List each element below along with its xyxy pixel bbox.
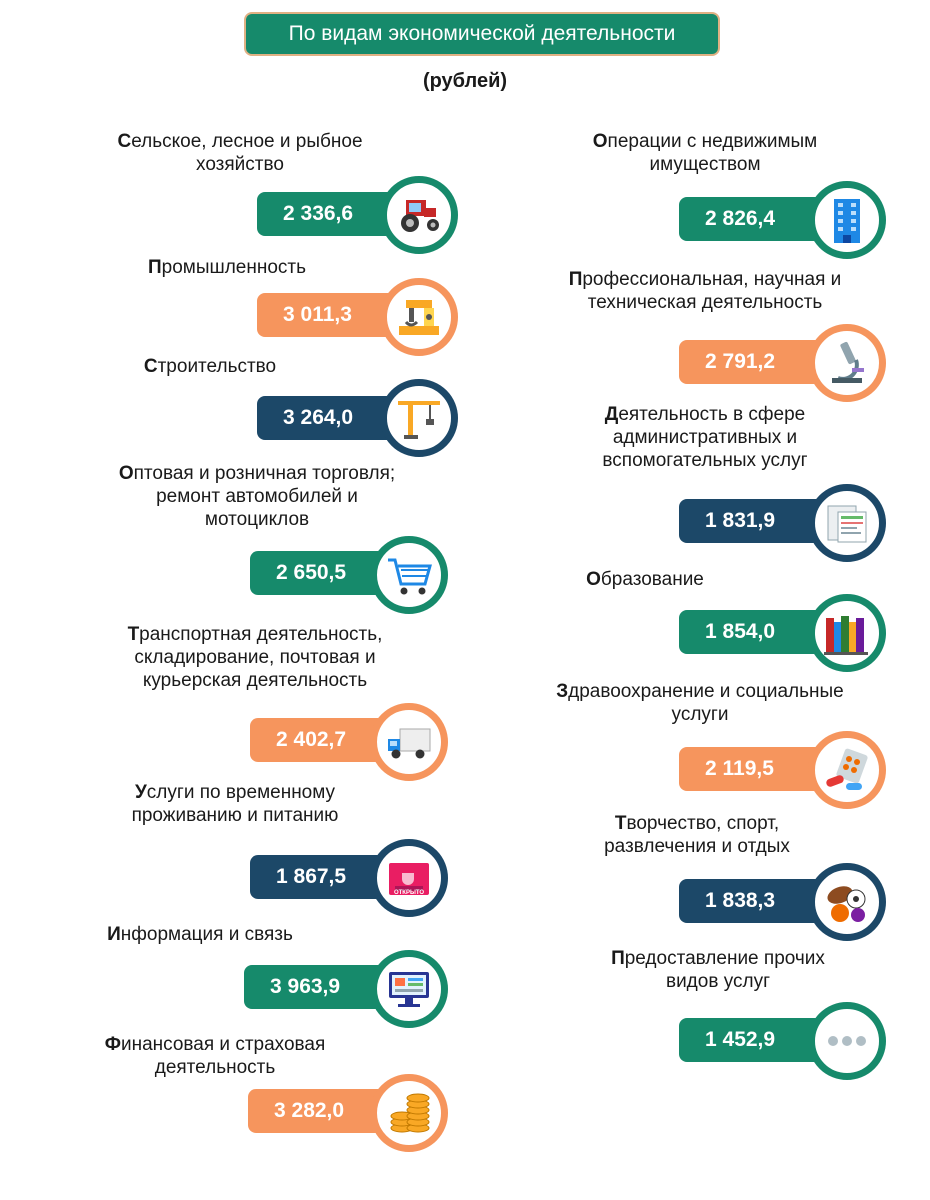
sector-label-line: Творчество, спорт, [614, 813, 780, 834]
sector-label [513, 947, 923, 993]
sector-label-line: Профессиональная, научная и [568, 269, 842, 290]
sector-label-line: Сельское, лесное и рыбное [117, 131, 363, 152]
sector-value: 1 452,9 [679, 1018, 855, 1062]
sector-label-line: Предоставление прочих [611, 948, 825, 969]
sector-label-line: Транспортная деятельность, [127, 624, 383, 645]
crane-icon [380, 379, 458, 457]
sector-value: 3 011,3 [257, 293, 433, 337]
sector-label-line: техническая деятельность [587, 292, 823, 313]
sector-value: 3 963,9 [244, 965, 420, 1009]
computer-monitor-icon [370, 950, 448, 1028]
sector-value: 1 831,9 [679, 499, 855, 543]
more-dots-icon [808, 1002, 886, 1080]
cafe-sign-icon [370, 839, 448, 917]
sector-label-line: Промышленность [147, 257, 307, 278]
sector-label-line: ремонт автомобилей и [156, 486, 358, 507]
sector-value: 2 791,2 [679, 340, 855, 384]
sector-label-line: Информация и связь [107, 924, 293, 945]
shopping-cart-icon [370, 536, 448, 614]
sector-value: 1 838,3 [679, 879, 855, 923]
microscope-icon [808, 324, 886, 402]
building-icon [808, 181, 886, 259]
sector-label [500, 403, 910, 472]
sector-value: 1 867,5 [250, 855, 426, 899]
sector-label [500, 130, 910, 176]
sector-label-line: административных и [612, 427, 798, 448]
sector-label [75, 623, 435, 692]
sector-value: 2 119,5 [679, 747, 855, 791]
sector-label-line: хозяйство [196, 154, 284, 175]
sector-value: 2 402,7 [250, 718, 426, 762]
books-icon [808, 594, 886, 672]
sector-label [75, 923, 325, 946]
coins-icon [370, 1074, 448, 1152]
sector-value: 3 264,0 [257, 396, 433, 440]
sector-value: 1 854,0 [679, 610, 855, 654]
cafe-sign-text: ОТКРЫТО [393, 890, 425, 896]
sector-label [70, 1033, 360, 1079]
sector-label-line: Строительство [143, 356, 277, 377]
sector-label-line: видов услуг [665, 971, 771, 992]
sector-label [495, 680, 905, 726]
sector-label-line: мотоциклов [204, 509, 310, 530]
page-title-text: По видам экономической деятельности [288, 22, 676, 45]
sector-label-line: Образование [586, 569, 704, 590]
sector-label [495, 568, 795, 591]
sector-label-line: вспомогательных услуг [602, 450, 808, 471]
sector-label [77, 256, 377, 279]
documents-icon [808, 484, 886, 562]
sector-value: 2 650,5 [250, 551, 426, 595]
sector-label-line: Оптовая и розничная торговля; [118, 463, 396, 484]
sector-label-line: имуществом [649, 154, 761, 175]
pills-icon [808, 731, 886, 809]
sector-label [60, 355, 360, 378]
sector-label-line: деятельность [154, 1057, 276, 1078]
sector-label-line: Финансовая и страховая [104, 1034, 326, 1055]
page-title [244, 12, 720, 56]
sector-value: 3 282,0 [248, 1089, 424, 1133]
sector-label-line: Услуги по временному [134, 782, 336, 803]
sector-label-line: Операции с недвижимым [592, 131, 818, 152]
sector-label-line: услуги [671, 704, 729, 725]
sector-value: 2 826,4 [679, 197, 855, 241]
sector-label-line: складирование, почтовая и [134, 647, 376, 668]
sector-label-line: развлечения и отдых [604, 836, 790, 857]
delivery-truck-icon [370, 703, 448, 781]
sector-label [35, 130, 445, 176]
robot-arm-icon [380, 278, 458, 356]
sector-label-line: Здравоохранение и социальные [556, 681, 844, 702]
sector-label-line: Деятельность в сфере [604, 404, 806, 425]
tractor-icon [380, 176, 458, 254]
sector-label-line: проживанию и питанию [131, 805, 339, 826]
sector-label [75, 781, 395, 827]
sports-balls-icon [808, 863, 886, 941]
units-subtitle: (рублей) [422, 70, 508, 92]
sector-value: 2 336,6 [257, 192, 433, 236]
sector-label [77, 462, 437, 531]
sector-label-line: курьерская деятельность [142, 670, 368, 691]
sector-label [500, 268, 910, 314]
sector-label [492, 812, 902, 858]
